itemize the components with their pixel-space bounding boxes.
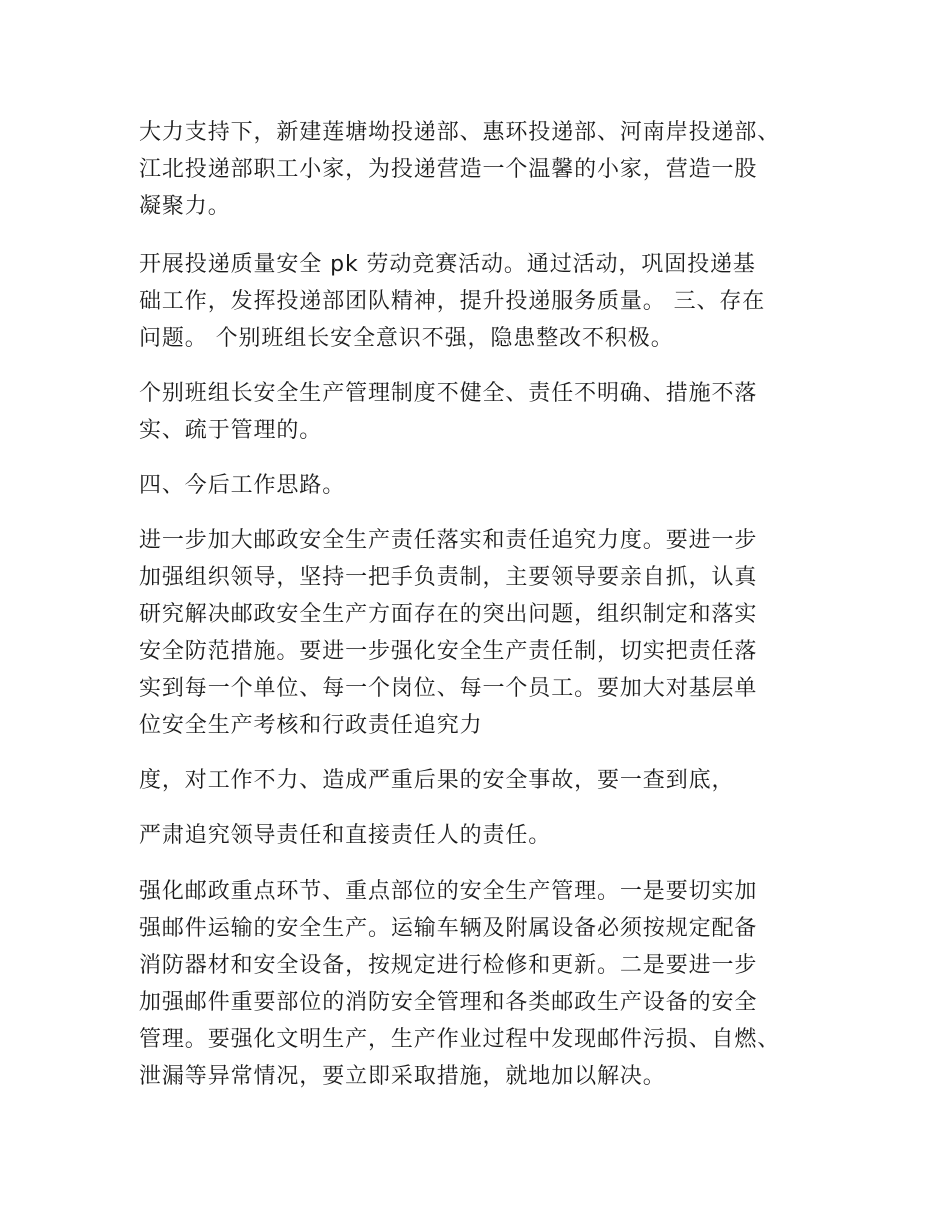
text-line: 泄漏等异常情况，要立即采取措施，就地加以解决。 bbox=[139, 1064, 666, 1089]
text-line: 实、疏于管理的。 bbox=[139, 418, 323, 443]
text-line: 础工作，发挥投递部团队精神，提升投递服务质量。 三、存在 bbox=[139, 289, 766, 314]
text-line: 管理。要强化文明生产，生产作业过程中发现邮件污损、自燃、 bbox=[139, 1027, 781, 1052]
text-line: 强化邮政重点环节、重点部位的安全生产管理。一是要切实加 bbox=[139, 879, 758, 904]
text-line: 严肃追究领导责任和直接责任人的责任。 bbox=[139, 823, 552, 848]
text-line: 加强邮件重要部位的消防安全管理和各类邮政生产设备的安全 bbox=[139, 990, 758, 1015]
text-line: 开展投递质量安全 pk 劳动竞赛活动。通过活动，巩固投递基 bbox=[139, 252, 756, 277]
text-line: 四、今后工作思路。 bbox=[139, 473, 346, 498]
paragraph-7 bbox=[139, 817, 839, 854]
text-line: 位安全生产考核和行政责任追究力 bbox=[139, 713, 483, 738]
section-heading bbox=[139, 467, 839, 504]
text-line: 大力支持下，新建莲塘坳投递部、惠环投递部、河南岸投递部、 bbox=[139, 120, 781, 145]
text-line: 江北投递部职工小家，为投递营造一个温馨的小家，营造一股 bbox=[139, 157, 758, 182]
paragraph-2 bbox=[139, 246, 839, 357]
text-line: 凝聚力。 bbox=[139, 194, 231, 219]
paragraph-1 bbox=[139, 114, 839, 225]
text-line: 加强组织领导，坚持一把手负责制，主要领导要亲自抓，认真 bbox=[139, 565, 758, 590]
text-line: 问题。 个别班组长安全意识不强，隐患整改不积极。 bbox=[139, 326, 674, 351]
text-line: 强邮件运输的安全生产。运输车辆及附属设备必须按规定配备 bbox=[139, 916, 758, 941]
paragraph-5 bbox=[139, 522, 839, 744]
text-line: 研究解决邮政安全生产方面存在的突出问题，组织制定和落实 bbox=[139, 602, 758, 627]
paragraph-6 bbox=[139, 762, 839, 799]
paragraph-3 bbox=[139, 375, 839, 449]
text-line: 度，对工作不力、造成严重后果的安全事故，要一查到底， bbox=[139, 768, 735, 793]
text-line: 进一步加大邮政安全生产责任落实和责任追究力度。要进一步 bbox=[139, 528, 758, 553]
text-line: 消防器材和安全设备，按规定进行检修和更新。二是要进一步 bbox=[139, 953, 758, 978]
paragraph-8 bbox=[139, 873, 839, 1095]
text-line: 实到每一个单位、每一个岗位、每一个员工。要加大对基层单 bbox=[139, 676, 758, 701]
text-line: 个别班组长安全生产管理制度不健全、责任不明确、措施不落 bbox=[139, 381, 758, 406]
text-line: 安全防范措施。要进一步强化安全生产责任制，切实把责任落 bbox=[139, 639, 758, 664]
